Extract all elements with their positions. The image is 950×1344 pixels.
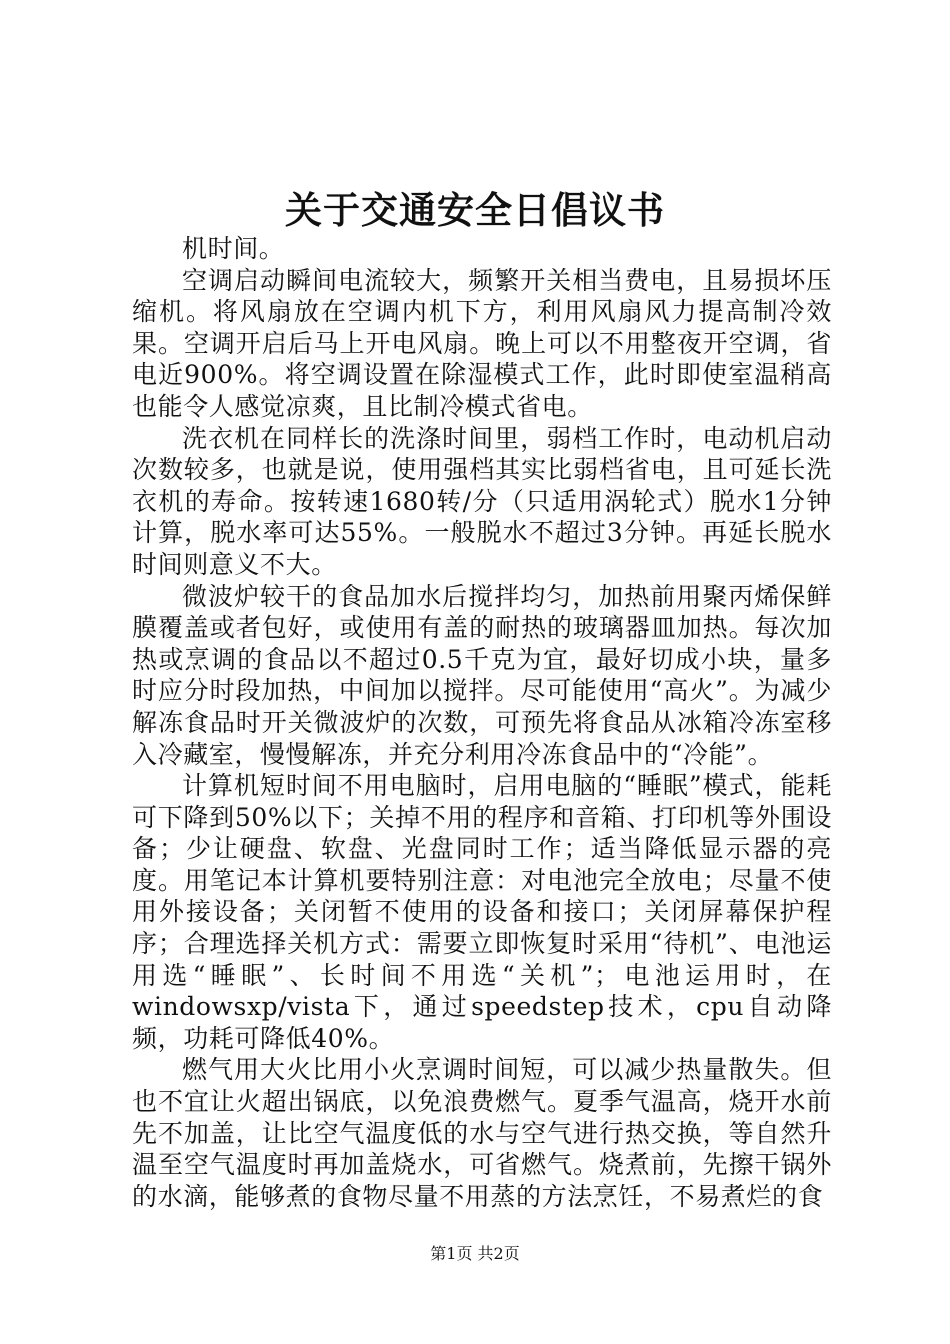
- paragraph: 洗衣机在同样长的洗涤时间里，弱档工作时，电动机启动次数较多，也就是说，使用强档其实比弱档省电，且可延长洗衣机的寿命。按转速1680转/分（只适用涡轮式）脱水1分钟计算，脱水率可达55%。一般脱水不超过3分钟。再延长脱水时间则意义不大。: [132, 423, 832, 579]
- document-title: 关于交通安全日倡议书: [285, 188, 665, 232]
- paragraph: 机时间。: [182, 234, 285, 263]
- paragraph: 空调启动瞬间电流较大，频繁开关相当费电，且易损坏压缩机。将风扇放在空调内机下方，利用风扇风力提高制冷效果。空调开启后马上开电风扇。晚上可以不用整夜开空调，省电近900%。将空调设置在除湿模式工作，此时即使室温稍高也能令人感觉凉爽，且比制冷模式省电。: [132, 265, 832, 421]
- paragraph: 燃气用大火比用小火烹调时间短，可以减少热量散失。但也不宜让火超出锅底，以免浪费燃气。夏季气温高，烧开水前先不加盖，让比空气温度低的水与空气进行热交换，等自然升温至空气温度时再加盖烧水，可省燃气。烧煮前，先擦干锅外的水滴，能够煮的食物尽量不用蒸的方法烹饪，不易煮烂的食: [132, 1055, 832, 1211]
- paragraph: 计算机短时间不用电脑时，启用电脑的“睡眠”模式，能耗可下降到50%以下；关掉不用的程序和音箱、打印机等外围设备；少让硬盘、软盘、光盘同时工作；适当降低显示器的亮度。用笔记本计算机要特别注意：对电池完全放电；尽量不使用外接设备；关闭暂不使用的设备和接口；关闭屏幕保护程序；合理选择关机方式：需要立即恢复时采用“待机”、电池运用选“睡眠”、长时间不用选“关机”；电池运用时，在windowsxp/vista下，通过speedstep技术，cpu自动降频，功耗可降低40%。: [132, 771, 832, 1053]
- paragraph: 微波炉较干的食品加水后搅拌均匀，加热前用聚丙烯保鲜膜覆盖或者包好，或使用有盖的耐热的玻璃器皿加热。每次加热或烹调的食品以不超过0.5千克为宜，最好切成小块，量多时应分时段加热，中间加以搅拌。尽可能使用“高火”。为减少解冻食品时开关微波炉的次数，可预先将食品从冰箱冷冻室移入冷藏室，慢慢解冻，并充分利用冷冻食品中的“冷能”。: [132, 581, 832, 769]
- page-footer: 第1页 共2页: [430, 1244, 520, 1263]
- document-body: [132, 233, 832, 1212]
